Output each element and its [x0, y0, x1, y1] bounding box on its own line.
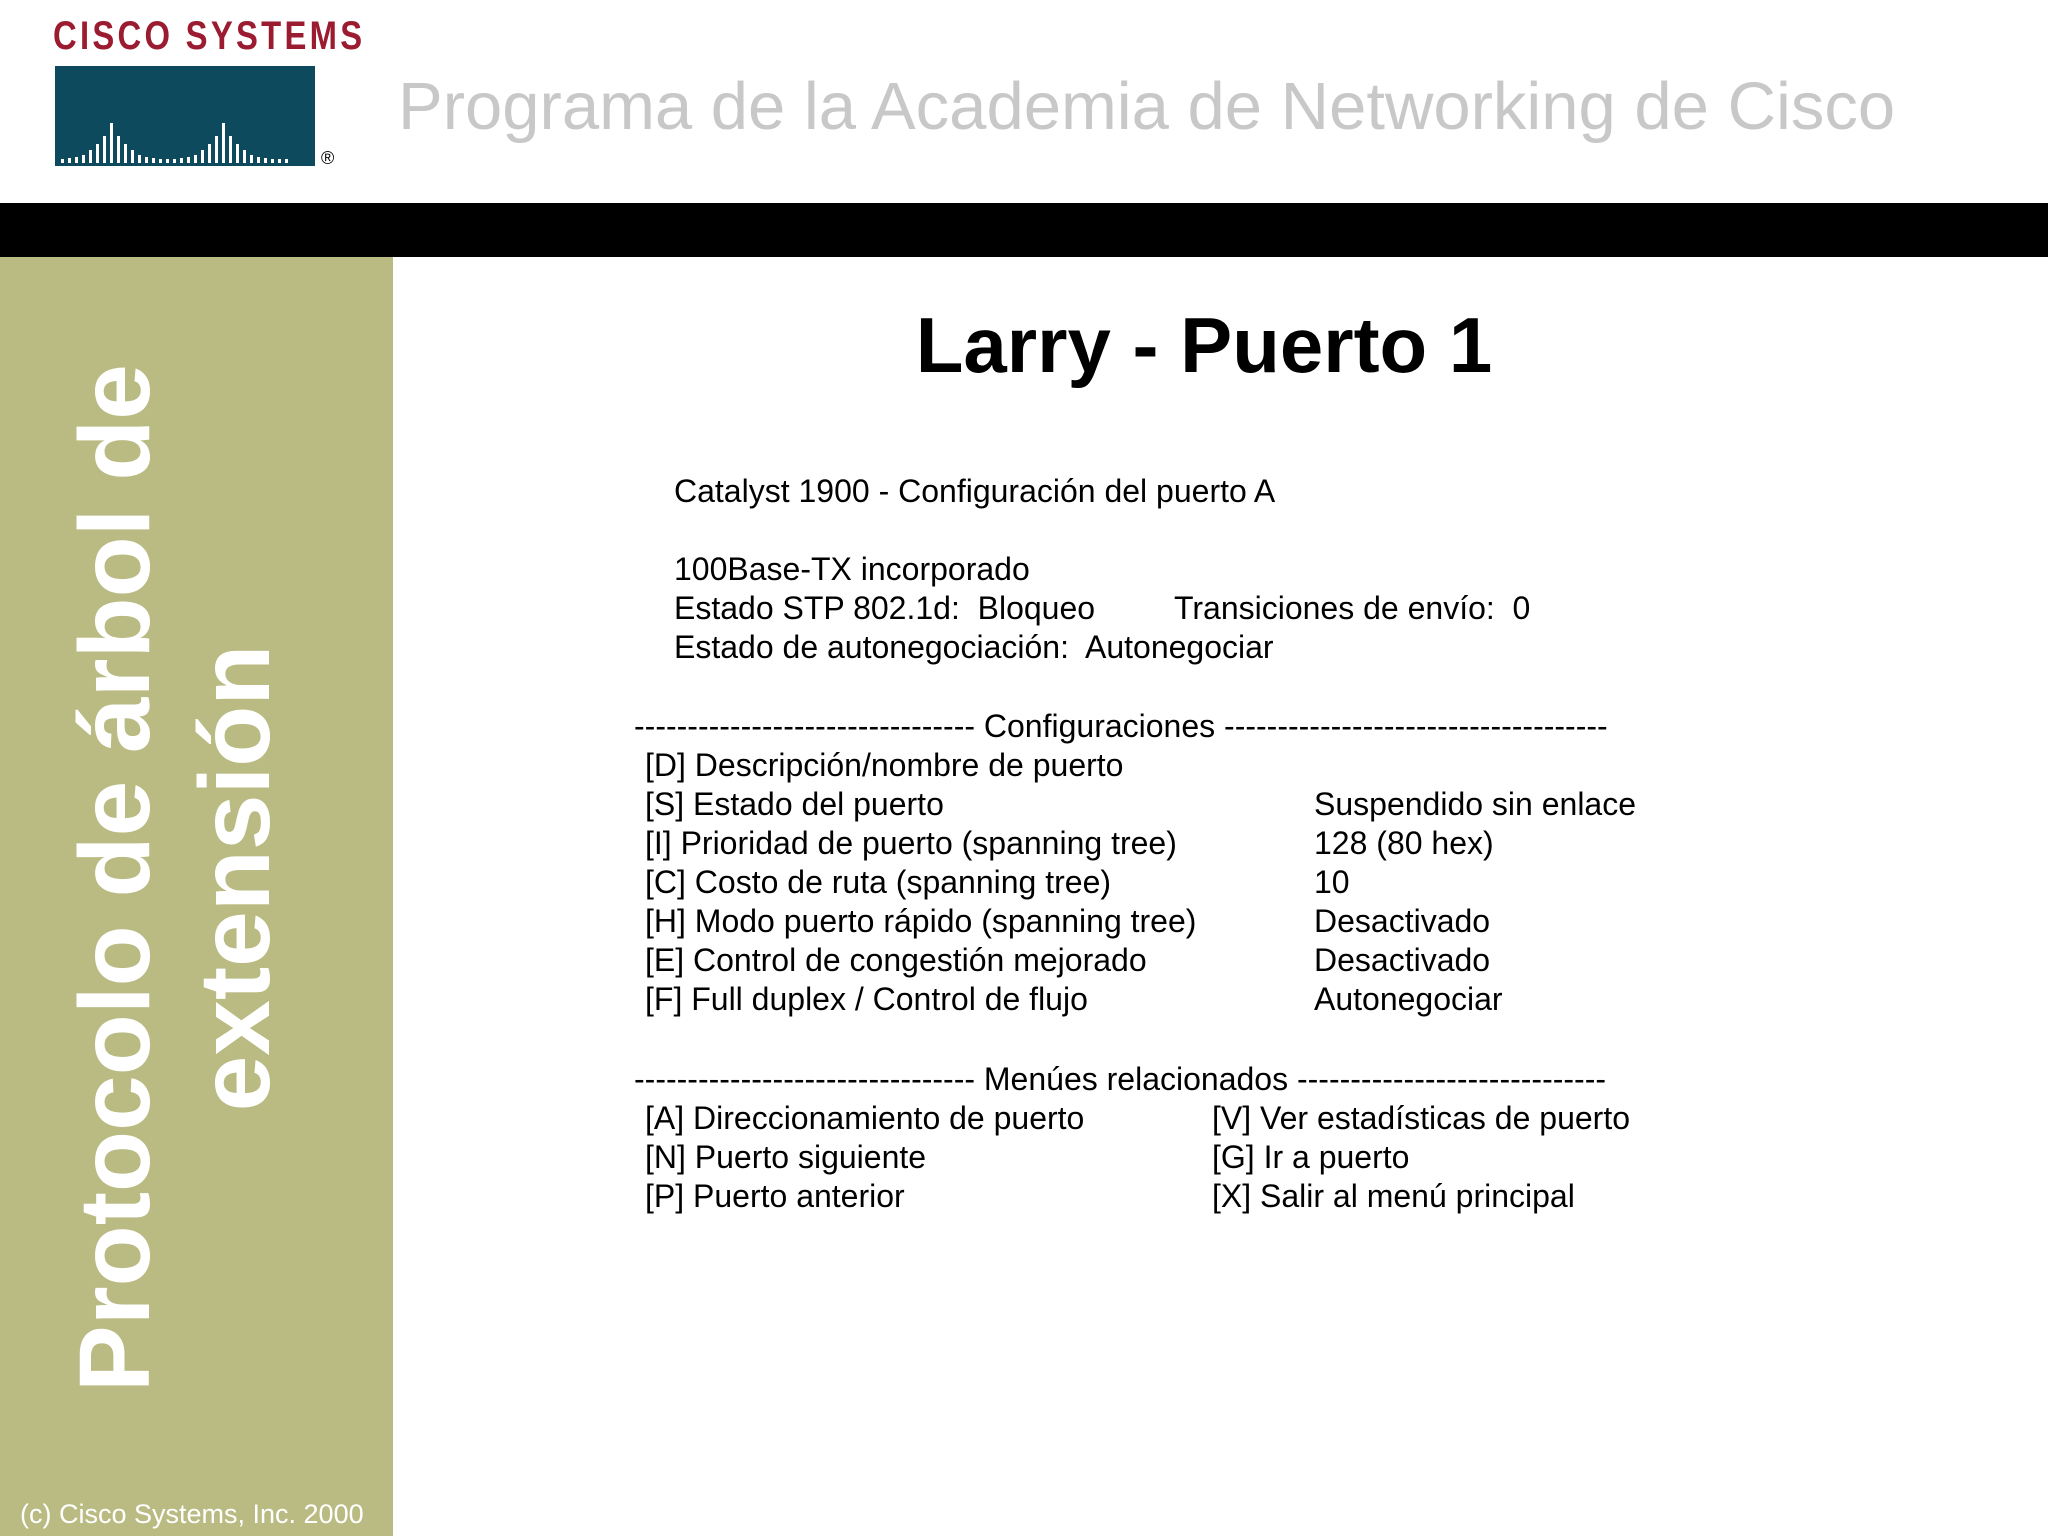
setting-value: Desactivado — [1314, 942, 1491, 978]
related-menu-item[interactable]: [A] Direccionamiento de puerto — [645, 1100, 1085, 1136]
setting-label[interactable]: [H] Modo puerto rápido (spanning tree) — [645, 903, 1197, 939]
sidebar-title-line1: Protocolo de árbol de — [59, 364, 171, 1392]
autoneg-state: Estado de autonegociación: Autonegociar — [674, 629, 1274, 665]
copyright-notice: (c) Cisco Systems, Inc. 2000 — [20, 1499, 364, 1529]
setting-label[interactable]: [S] Estado del puerto — [645, 786, 944, 822]
settings-divider: -------------------------------- Configuraciones ------------------------------------ — [634, 708, 1608, 744]
setting-value: 10 — [1314, 864, 1350, 900]
setting-value: Suspendido sin enlace — [1314, 786, 1637, 822]
setting-label[interactable]: [E] Control de congestión mejorado — [645, 942, 1147, 978]
setting-label[interactable]: [C] Costo de ruta (spanning tree) — [645, 864, 1112, 900]
header-divider-bar — [0, 203, 2048, 257]
related-menu-item[interactable]: [X] Salir al menú principal — [1212, 1178, 1575, 1214]
slide-title: Larry - Puerto 1 — [915, 301, 1493, 389]
related-menu-item[interactable]: [N] Puerto siguiente — [645, 1139, 927, 1175]
setting-label[interactable]: [I] Prioridad de puerto (spanning tree) — [645, 825, 1177, 861]
setting-value: Desactivado — [1314, 903, 1491, 939]
cisco-logo-wordmark: CISCO SYSTEMS — [53, 14, 366, 58]
related-divider: -------------------------------- Menúes relacionados ----------------------------- — [634, 1061, 1606, 1097]
related-menu-item[interactable]: [P] Puerto anterior — [645, 1178, 905, 1214]
setting-label[interactable]: [D] Descripción/nombre de puerto — [645, 747, 1124, 783]
sidebar-title-line2: extensión — [179, 644, 291, 1112]
setting-value: 128 (80 hex) — [1314, 825, 1494, 861]
forward-transitions: Transiciones de envío: 0 — [1174, 590, 1531, 626]
config-header: Catalyst 1900 - Configuración del puerto A — [674, 473, 1276, 509]
setting-value: Autonegociar — [1314, 981, 1503, 1017]
related-menu-item[interactable]: [G] Ir a puerto — [1212, 1139, 1410, 1175]
registered-mark: ® — [321, 148, 335, 168]
port-type: 100Base-TX incorporado — [674, 551, 1030, 587]
program-title: Programa de la Academia de Networking de Cisco — [398, 69, 1896, 144]
stp-state: Estado STP 802.1d: Bloqueo — [674, 590, 1096, 626]
sidebar-title — [55, 328, 335, 1428]
related-menu-item[interactable]: [V] Ver estadísticas de puerto — [1212, 1100, 1631, 1136]
cisco-bridge-logo-icon — [55, 66, 315, 166]
setting-label[interactable]: [F] Full duplex / Control de flujo — [645, 981, 1088, 1017]
